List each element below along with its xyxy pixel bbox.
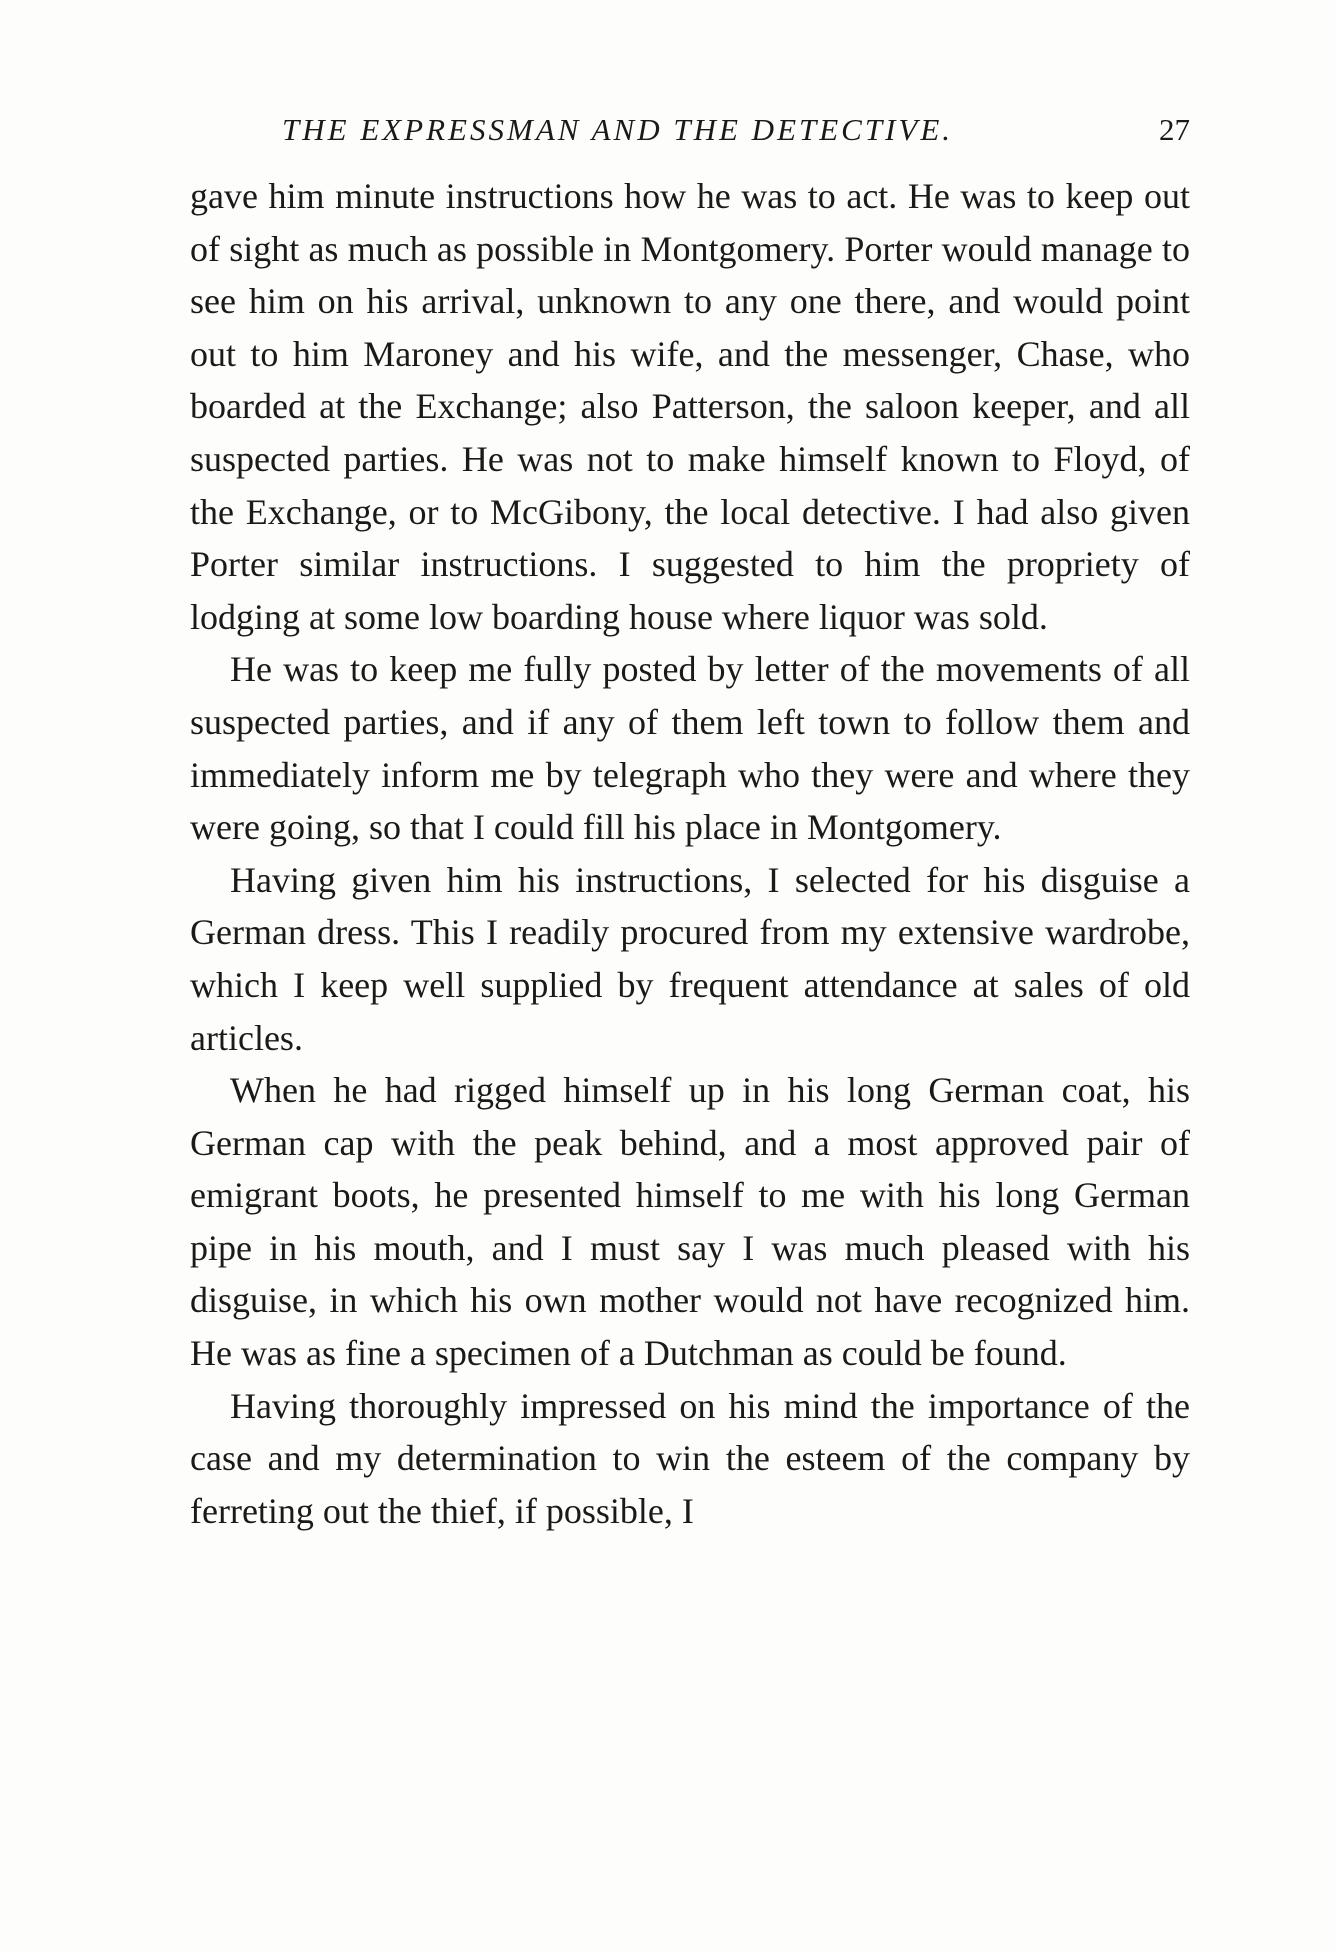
paragraph-4: When he had rigged himself up in his long German coat, his German cap with the peak behind, and a most approved pair of emigrant boots, he presented himself to me with his long German pipe in his mouth, and I must say I was much pleased with his disguise, in which his own mother would not have recognized him. He was as fine a specimen of a Dutchman as could be found.: [190, 1070, 1190, 1374]
running-title: THE EXPRESSMAN AND THE DETECTIVE.: [282, 112, 954, 147]
paragraph-5: Having thoroughly impressed on his mind the importance of the case and my determination to win the esteem of the company by ferreting out the thief, if possible, I: [190, 1385, 1190, 1531]
paragraph-2: He was to keep me fully posted by letter of the movements of all suspected parties, and if any of them left town to follow them and immediately inform me by telegraph who they were and where they were going, so that I could fill his place in Montgomery.: [190, 649, 1190, 848]
running-head: [190, 110, 1190, 160]
page-number: 27: [1159, 112, 1190, 147]
paragraph-1: gave him minute instructions how he was to act. He was to keep out of sight as much as possible in Montgomery. Porter would manage to see him on his arrival, unknown to any one there, and would point out to him Maroney and his wife, and the messenger, Chase, who boarded at the Exchange; also Patterson, the saloon keeper, and all suspected parties. He was not to make himself known to Floyd, of the Exchange, or to McGibony, the local detective. I had also given Porter similar instructions. I suggested to him the propriety of lodging at some low boarding house where liquor was sold.: [190, 176, 1190, 637]
paragraph-3: Having given him his instructions, I selected for his disguise a German dress. This I readily procured from my extensive wardrobe, which I keep well supplied by frequent attendance at sales of old articles.: [190, 859, 1190, 1058]
body-text: [190, 170, 1190, 1537]
